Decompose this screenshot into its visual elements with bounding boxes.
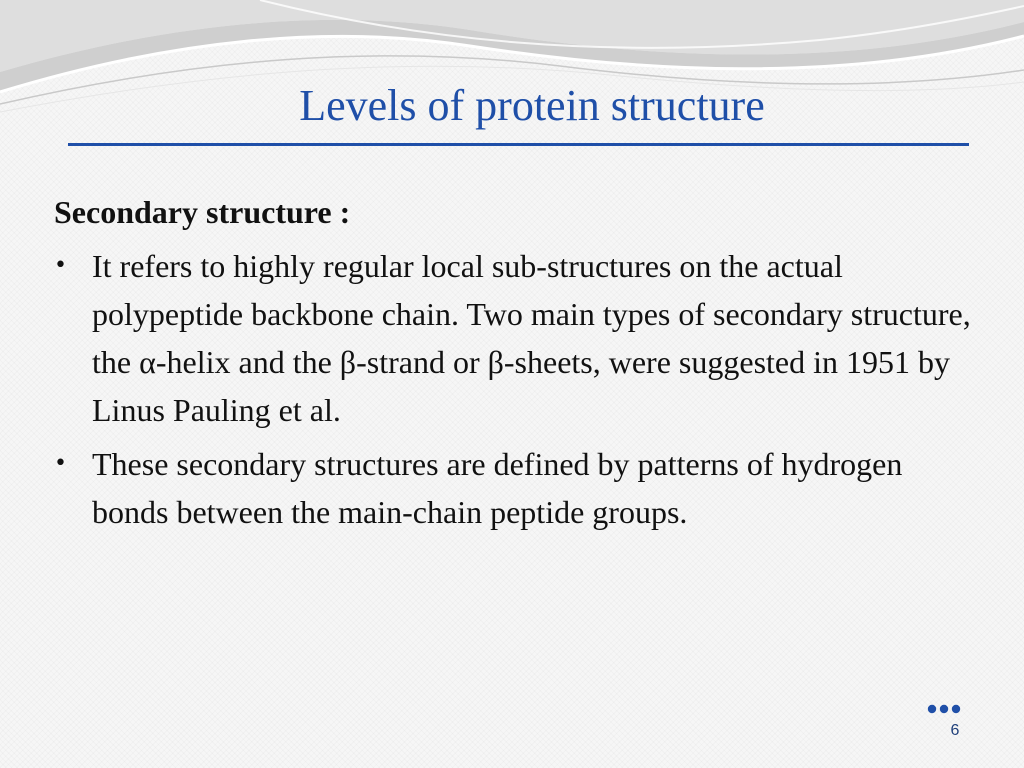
page-number: 6 <box>950 722 960 739</box>
three-dots-icon <box>925 702 965 716</box>
bullet-text: It refers to highly regular local sub-structures on the actual polypeptide backbone chain. Two main types of secondary structure, the α-helix and the β-strand or β-sheets, were suggested in 1951 by Linus Pauling et al. <box>92 248 971 428</box>
bullet-item <box>54 242 974 434</box>
slide-title: Levels of protein structure <box>299 81 765 130</box>
bullet-marker: • <box>54 253 67 278</box>
title-divider <box>68 143 969 146</box>
bullet-item <box>54 440 974 536</box>
section-heading: Secondary structure : <box>54 194 351 230</box>
bullet-text: These secondary structures are defined by patterns of hydrogen bonds between the main-chain peptide groups. <box>92 446 903 530</box>
slide-content <box>54 188 974 542</box>
bullet-marker: • <box>54 451 67 476</box>
bullet-list <box>54 242 974 536</box>
